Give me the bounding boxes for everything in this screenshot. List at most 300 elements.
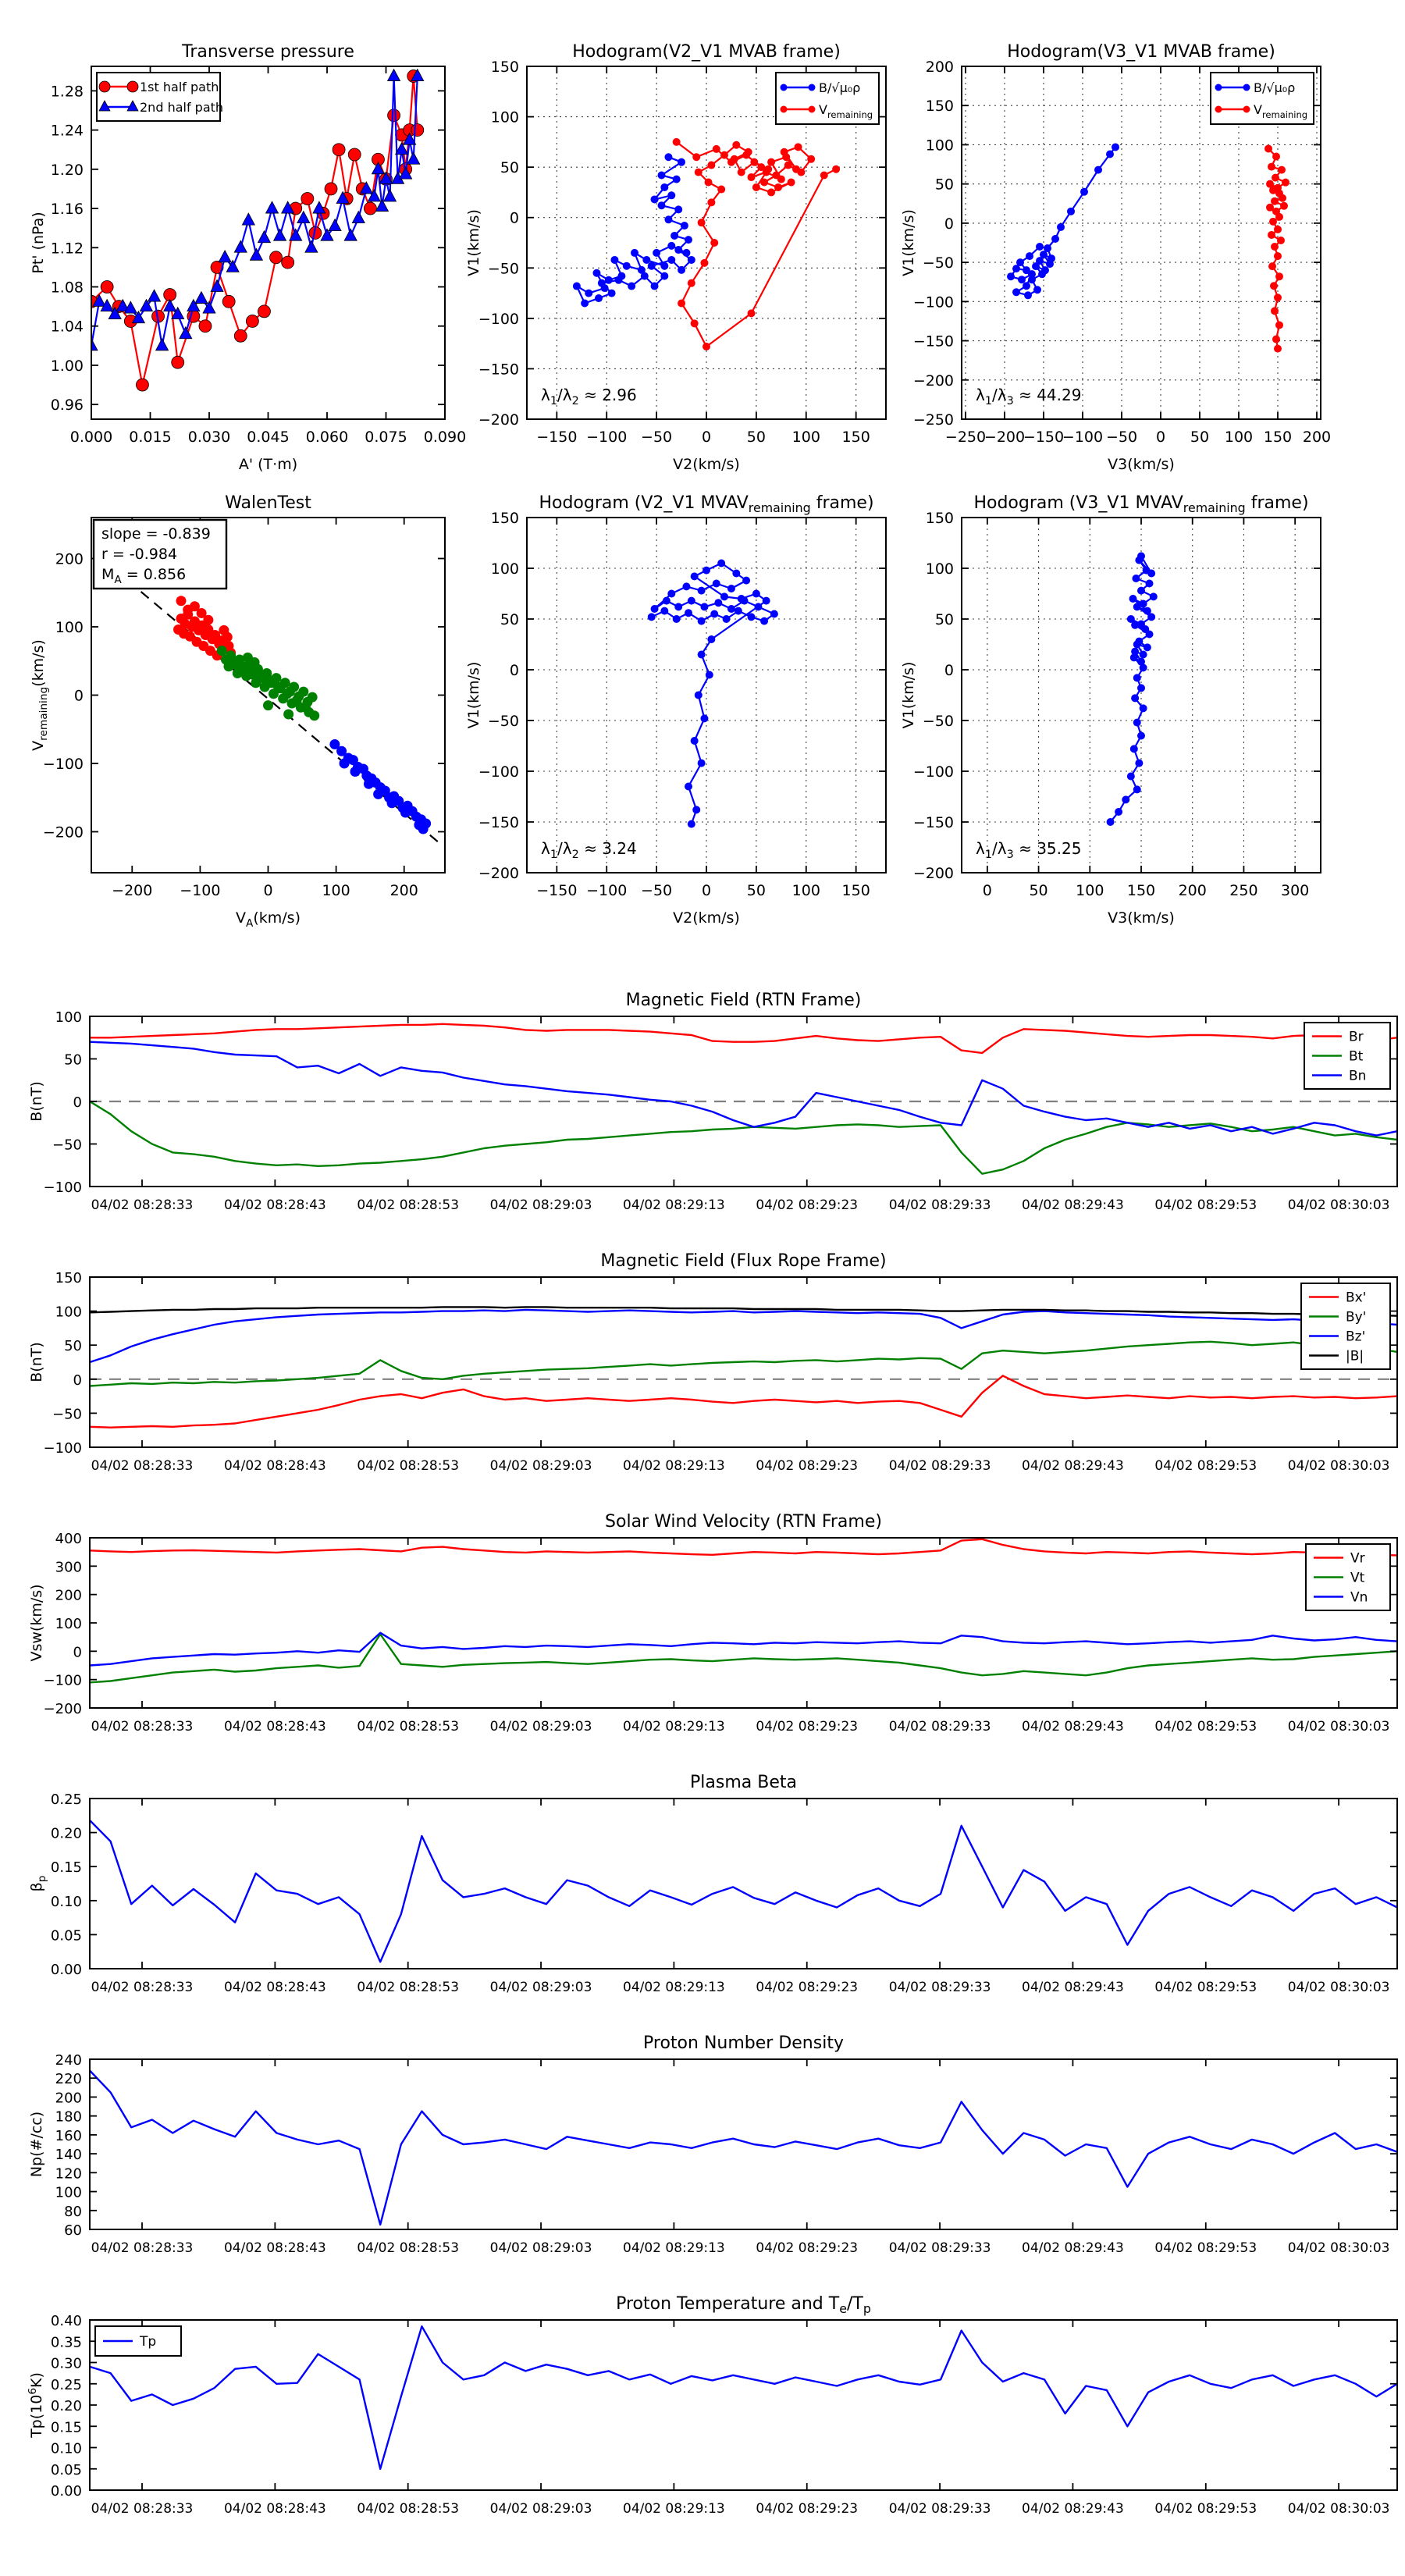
marker-circle [333, 144, 345, 156]
x-tick-label: 100 [1224, 429, 1254, 446]
x-tick-label: 04/02 08:30:03 [1287, 1719, 1390, 1735]
marker-dot [1133, 785, 1141, 793]
y-tick-label: −100 [43, 1440, 82, 1457]
x-tick-label: 04/02 08:28:33 [91, 1719, 194, 1735]
x-tick-label: 04/02 08:29:43 [1022, 1458, 1124, 1474]
x-tick-label: 04/02 08:29:43 [1022, 2240, 1124, 2256]
marker-dot [648, 613, 656, 621]
y-tick-label: 0.10 [50, 1893, 82, 1910]
marker-circle [246, 315, 258, 327]
x-tick-label: 200 [1302, 429, 1332, 446]
marker-dot [283, 710, 293, 720]
y-tick-label: 140 [55, 2147, 82, 2164]
marker-dot [678, 266, 685, 274]
hodogram_v2_v1_mvab-ylabel: V1(km/s) [465, 209, 482, 276]
b_flux_rope-series-group [90, 1307, 1397, 1427]
y-tick-label: 0 [509, 662, 519, 679]
x-tick-label: 04/02 08:29:23 [756, 2501, 859, 2517]
marker-dot [1135, 557, 1143, 564]
marker-dot [418, 824, 429, 834]
marker-dot [1268, 231, 1275, 239]
marker-dot [598, 279, 606, 287]
y-tick-label: −150 [478, 814, 519, 831]
legend-label: 1st half path [140, 80, 219, 94]
marker-dot [1275, 321, 1283, 329]
x-tick-label: 04/02 08:29:53 [1154, 1197, 1257, 1213]
marker-circle [172, 356, 184, 368]
b_rtn-ylabel: B(nT) [28, 1081, 45, 1122]
b_rtn-series-Bt [90, 1101, 1397, 1174]
marker-dot [1067, 208, 1075, 215]
y-tick-label: −100 [42, 756, 84, 773]
marker-dot [608, 290, 616, 297]
marker-dot [1269, 187, 1277, 194]
x-tick-label: 0.090 [423, 429, 467, 446]
marker-dot [832, 165, 840, 173]
marker-circle [101, 281, 113, 294]
x-tick-label: 300 [1281, 882, 1310, 899]
proton_temp-series-group [90, 2326, 1397, 2469]
y-tick-label: 150 [925, 510, 954, 527]
marker-dot [660, 262, 668, 270]
transverse_pressure-title: Transverse pressure [182, 42, 354, 62]
hodogram_v2_v1_mvav-title: Hodogram (V2_V1 $MVAV_{remaining}$ frame) [539, 493, 874, 515]
marker-dot [1269, 218, 1277, 226]
marker-circle [325, 183, 337, 195]
marker-dot [255, 671, 265, 681]
hodogram_v3_v1_mvab-legend [1211, 73, 1314, 124]
legend-label: $V_{remaining}$ [819, 102, 873, 120]
hodogram_v3_v1_mvav-annotation: $\lambda_1/\lambda_3 \approx 35.25$ [976, 839, 1082, 861]
x-tick-label: −50 [641, 429, 673, 446]
marker-dot [1268, 262, 1276, 270]
marker-dot [610, 256, 618, 264]
marker-dot [732, 141, 740, 149]
y-tick-label: 100 [925, 560, 954, 578]
y-tick-label: 0 [944, 215, 954, 233]
marker-dot [1106, 150, 1114, 158]
transverse_pressure-xlabel: A' (T·m) [238, 456, 298, 473]
marker-dot [731, 155, 738, 163]
walen_test-stats-box [94, 520, 226, 589]
marker-dot [1057, 223, 1065, 231]
marker-dot [1130, 653, 1138, 661]
legend-label: B/√μ₀ρ [1254, 80, 1296, 95]
marker-dot [641, 272, 649, 280]
marker-circle [411, 124, 424, 137]
marker-dot [1274, 252, 1282, 260]
marker-dot [263, 700, 273, 710]
marker-dot [1041, 266, 1049, 274]
y-tick-label: −150 [478, 361, 519, 379]
x-tick-label: 04/02 08:29:43 [1022, 1980, 1124, 1995]
marker-dot [605, 276, 613, 284]
proton_temp-axes [90, 2320, 1397, 2490]
marker-dot [664, 215, 672, 223]
marker-circle [388, 109, 400, 122]
legend-label: B/√μ₀ρ [819, 80, 861, 95]
marker-dot [682, 582, 690, 590]
marker-dot [691, 319, 699, 327]
y-tick-label: 160 [55, 2127, 82, 2144]
marker-dot [1144, 643, 1151, 651]
marker-dot [685, 609, 692, 617]
marker-dot [298, 687, 308, 697]
hodogram_v2_v1_mvab-xlabel: V2(km/s) [673, 456, 740, 473]
marker-dot [1135, 760, 1143, 767]
legend-label: Tp [140, 2334, 157, 2350]
marker-dot [770, 610, 778, 618]
marker-dot [748, 613, 756, 621]
marker-dot [1146, 631, 1154, 639]
x-tick-label: 04/02 08:29:43 [1022, 1197, 1124, 1213]
marker-dot [1271, 307, 1279, 315]
y-tick-label: 150 [925, 98, 954, 116]
marker-dot [664, 153, 672, 161]
chart-walen_test [30, 493, 445, 930]
chart-vsw_rtn [28, 1512, 1397, 1735]
marker-dot [1131, 621, 1139, 629]
x-tick-label: 50 [1190, 429, 1210, 446]
marker-dot [767, 188, 775, 196]
marker-dot [1274, 294, 1282, 301]
y-tick-label: 60 [64, 2222, 82, 2239]
marker-dot [738, 595, 745, 603]
marker-circle [199, 320, 212, 333]
x-tick-label: 04/02 08:29:03 [489, 1980, 592, 1995]
marker-dot [301, 703, 311, 713]
marker-dot [1133, 641, 1141, 649]
marker-dot [1137, 587, 1145, 595]
y-tick-label: −200 [912, 372, 954, 390]
x-tick-label: −150 [1023, 429, 1065, 446]
y-tick-label: 100 [490, 109, 519, 126]
marker-dot [1036, 243, 1044, 251]
x-tick-label: 0.060 [305, 429, 349, 446]
proton_density-ylabel: Np(#/cc) [28, 2111, 45, 2178]
y-tick-label: 220 [55, 2071, 82, 2088]
marker-dot [695, 169, 702, 176]
marker-dot [1279, 194, 1286, 202]
marker-dot [1280, 202, 1288, 210]
marker-dot [667, 256, 675, 264]
x-tick-label: 150 [841, 429, 870, 446]
marker-dot [784, 162, 792, 169]
b_flux_rope-ylabel: B(nT) [28, 1342, 45, 1382]
marker-dot [752, 183, 760, 191]
marker-dot [772, 171, 780, 179]
x-tick-label: 04/02 08:29:13 [623, 2501, 725, 2517]
y-tick-label: −50 [52, 1137, 82, 1154]
marker-dot [573, 283, 581, 290]
hodogram_v3_v1_mvab-annotation: $\lambda_1/\lambda_3 \approx 44.29$ [976, 386, 1082, 407]
marker-triangle [250, 248, 262, 260]
x-tick-label: 04/02 08:28:33 [91, 2501, 194, 2517]
proton_temp-legend [95, 2326, 181, 2356]
marker-dot [678, 299, 685, 307]
marker-dot [698, 760, 706, 767]
y-tick-label: −100 [912, 763, 954, 781]
x-tick-label: −200 [112, 882, 153, 899]
x-tick-label: 04/02 08:29:33 [888, 1197, 991, 1213]
marker-dot [648, 262, 656, 270]
chart-proton_density [28, 2033, 1397, 2256]
marker-circle [301, 193, 314, 205]
y-tick-label: 0.15 [50, 2419, 82, 2436]
marker-dot [308, 692, 318, 703]
y-tick-label: 200 [55, 2090, 82, 2107]
x-tick-label: 04/02 08:28:43 [223, 2501, 326, 2517]
marker-dot [700, 714, 708, 722]
x-tick-label: 0.015 [129, 429, 172, 446]
marker-dot [713, 145, 720, 153]
marker-dot [797, 169, 805, 176]
y-tick-label: 150 [490, 510, 519, 527]
y-tick-label: 200 [55, 1587, 82, 1604]
marker-dot [685, 236, 692, 244]
marker-triangle [234, 240, 247, 252]
legend-label: Bx' [1346, 1290, 1367, 1306]
y-tick-label: 0 [73, 1094, 82, 1111]
x-tick-label: 04/02 08:28:33 [91, 1980, 194, 1995]
marker-dot [1274, 226, 1282, 233]
x-tick-label: 04/02 08:29:13 [623, 1458, 725, 1474]
marker-dot [1051, 235, 1059, 243]
y-tick-label: 1.16 [50, 201, 84, 219]
marker-dot [1275, 272, 1283, 280]
y-tick-label: 200 [925, 59, 954, 76]
y-tick-label: 1.24 [50, 122, 84, 140]
marker-dot [698, 617, 706, 625]
marker-dot [700, 603, 708, 610]
x-tick-label: 04/02 08:29:03 [489, 1197, 592, 1213]
marker-dot [710, 610, 718, 618]
x-tick-label: 0 [263, 882, 273, 899]
y-tick-label: 0.05 [50, 1927, 82, 1944]
marker-dot [752, 590, 760, 598]
x-tick-label: 04/02 08:29:43 [1022, 2501, 1124, 2517]
x-tick-label: −250 [944, 429, 987, 446]
x-tick-label: 50 [746, 882, 766, 899]
y-tick-label: −50 [922, 713, 954, 730]
marker-dot [660, 272, 668, 280]
marker-dot [1277, 237, 1285, 244]
y-tick-label: −100 [478, 763, 519, 781]
y-tick-label: 50 [64, 1051, 82, 1069]
marker-dot [707, 198, 715, 206]
hodogram_v3_v1_mvav-xlabel: V3(km/s) [1108, 909, 1175, 927]
marker-dot [653, 249, 660, 257]
marker-dot [742, 577, 750, 585]
y-tick-label: −50 [487, 713, 519, 730]
marker-dot [1147, 613, 1155, 621]
x-tick-label: 04/02 08:28:43 [223, 1980, 326, 1995]
y-tick-label: 100 [55, 1616, 82, 1632]
marker-dot [702, 567, 710, 575]
marker-dot [623, 262, 631, 270]
marker-dot [1044, 244, 1051, 252]
marker-circle [364, 202, 376, 215]
marker-dot [1143, 567, 1151, 575]
x-tick-label: 04/02 08:29:23 [756, 1197, 859, 1213]
marker-dot [1133, 674, 1141, 681]
vsw_rtn-title: Solar Wind Velocity (RTN Frame) [605, 1512, 882, 1532]
marker-dot [820, 171, 828, 179]
y-tick-label: 180 [55, 2108, 82, 2126]
marker-dot [745, 148, 752, 156]
marker-dot [681, 222, 688, 229]
y-tick-label: 0.40 [50, 2313, 82, 2329]
marker-dot [1271, 197, 1279, 205]
legend-label: Vn [1350, 1589, 1368, 1606]
x-tick-label: 100 [791, 429, 820, 446]
marker-triangle [148, 290, 161, 301]
y-tick-label: −250 [912, 411, 954, 429]
y-tick-label: −200 [478, 411, 519, 429]
marker-triangle [219, 251, 231, 262]
b_flux_rope-legend [1301, 1283, 1390, 1369]
marker-dot [691, 737, 699, 745]
x-tick-label: 04/02 08:28:43 [223, 2240, 326, 2256]
legend-label: Bn [1349, 1068, 1367, 1084]
proton_density-axes [90, 2059, 1397, 2229]
x-tick-label: 150 [1263, 429, 1293, 446]
marker-dot [658, 171, 666, 179]
b_flux_rope-title: Magnetic Field (Flux Rope Frame) [600, 1251, 887, 1271]
x-tick-label: 04/02 08:28:53 [357, 1719, 460, 1735]
walen_test-title: WalenTest [225, 493, 311, 513]
legend-label: Vt [1350, 1570, 1365, 1586]
marker-dot [788, 179, 795, 187]
legend-label: Bz' [1346, 1329, 1366, 1345]
marker-dot [667, 590, 675, 598]
marker-triangle [242, 213, 254, 225]
vsw_rtn-axes [90, 1538, 1397, 1708]
chart-hodogram_v3_v1_mvab [900, 42, 1331, 473]
marker-dot [1112, 143, 1119, 151]
x-tick-label: 04/02 08:29:13 [623, 1197, 725, 1213]
y-tick-label: −150 [912, 814, 954, 831]
marker-circle [222, 295, 235, 308]
x-tick-label: −100 [1062, 429, 1104, 446]
x-tick-label: 04/02 08:28:33 [91, 2240, 194, 2256]
marker-dot [1122, 795, 1129, 803]
x-tick-label: 04/02 08:29:03 [489, 1458, 592, 1474]
marker-dot [764, 165, 772, 173]
marker-dot [713, 580, 720, 588]
y-tick-label: −200 [42, 824, 84, 841]
x-tick-label: 04/02 08:30:03 [1287, 2501, 1390, 2517]
marker-dot [642, 256, 650, 264]
chart-b_flux_rope [28, 1251, 1397, 1474]
x-tick-label: 04/02 08:29:23 [756, 1719, 859, 1735]
y-tick-label: −100 [43, 1179, 82, 1196]
y-tick-label: 0.20 [50, 2398, 82, 2414]
x-tick-label: 04/02 08:29:33 [888, 1458, 991, 1474]
marker-dot [237, 661, 247, 671]
marker-dot [1023, 282, 1030, 290]
y-tick-label: 100 [55, 1304, 82, 1321]
y-tick-label: 0.25 [50, 1791, 82, 1808]
x-tick-label: 04/02 08:29:33 [888, 2240, 991, 2256]
legend-label: Vr [1350, 1550, 1365, 1567]
plasma_beta-title: Plasma Beta [690, 1773, 797, 1792]
marker-dot [700, 259, 708, 267]
marker-dot [1129, 595, 1136, 603]
transverse_pressure-legend [97, 73, 223, 121]
marker-dot [688, 820, 695, 828]
x-tick-label: 150 [1126, 882, 1156, 899]
marker-dot [1115, 808, 1122, 816]
marker-triangle [274, 229, 286, 240]
walen_test-series-group [101, 559, 438, 842]
proton_density-series-group [90, 2071, 1397, 2225]
stats-line: $M_A = 0.856$ [101, 566, 187, 586]
marker-dot [682, 249, 690, 257]
marker-dot [763, 597, 770, 605]
y-tick-label: 1.04 [50, 318, 84, 336]
y-tick-label: 0.30 [50, 2355, 82, 2372]
marker-dot [688, 279, 695, 287]
x-tick-label: 04/02 08:29:53 [1154, 2240, 1257, 2256]
hodogram_v3_v1_mvav-title: Hodogram (V3_V1 $MVAV_{remaining}$ frame) [973, 493, 1309, 515]
x-tick-label: 150 [841, 882, 870, 899]
marker-dot [667, 191, 675, 199]
marker-dot [1133, 603, 1141, 610]
x-tick-label: −150 [536, 882, 578, 899]
plasma_beta-series-group [90, 1820, 1397, 1962]
marker-dot [1133, 719, 1141, 727]
marker-dot [273, 682, 283, 692]
hodogram_v3_v1_mvab-ylabel: V1(km/s) [900, 209, 917, 276]
marker-dot [738, 169, 745, 176]
x-tick-label: 0.000 [69, 429, 113, 446]
x-tick-label: 100 [1076, 882, 1104, 899]
marker-dot [250, 657, 260, 667]
y-tick-label: −200 [478, 865, 519, 882]
marker-triangle [352, 212, 365, 223]
marker-dot [760, 617, 768, 625]
y-tick-label: 0 [509, 209, 519, 227]
chart-hodogram_v2_v1_mvab [465, 42, 886, 473]
chart-plasma_beta [28, 1773, 1397, 1995]
marker-dot [698, 219, 706, 226]
marker-dot [1132, 575, 1140, 582]
x-tick-label: 04/02 08:28:53 [357, 2501, 460, 2517]
hodogram_v2_v1_mvab-legend [776, 73, 879, 124]
marker-dot [723, 615, 731, 623]
marker-triangle [407, 152, 420, 164]
y-tick-label: 100 [925, 137, 954, 155]
marker-circle [136, 379, 148, 391]
marker-dot [651, 283, 659, 290]
x-tick-label: 04/02 08:29:13 [623, 2240, 725, 2256]
marker-circle [234, 329, 247, 342]
x-tick-label: −100 [180, 882, 221, 899]
marker-dot [774, 183, 782, 191]
x-tick-label: 04/02 08:29:13 [623, 1980, 725, 1995]
plasma_beta-axes [90, 1799, 1397, 1969]
y-tick-label: 400 [55, 1531, 82, 1547]
y-tick-label: 100 [490, 560, 519, 578]
marker-dot [754, 603, 762, 610]
x-tick-label: 50 [746, 429, 766, 446]
hodogram_v2_v1_mvab-annotation: $\lambda_1/\lambda_2 \approx 2.96$ [541, 386, 637, 407]
marker-dot [595, 294, 603, 302]
marker-dot [673, 138, 681, 146]
b_rtn-series-group [90, 1024, 1397, 1174]
chart-hodogram_v3_v1_mvav [900, 493, 1321, 927]
